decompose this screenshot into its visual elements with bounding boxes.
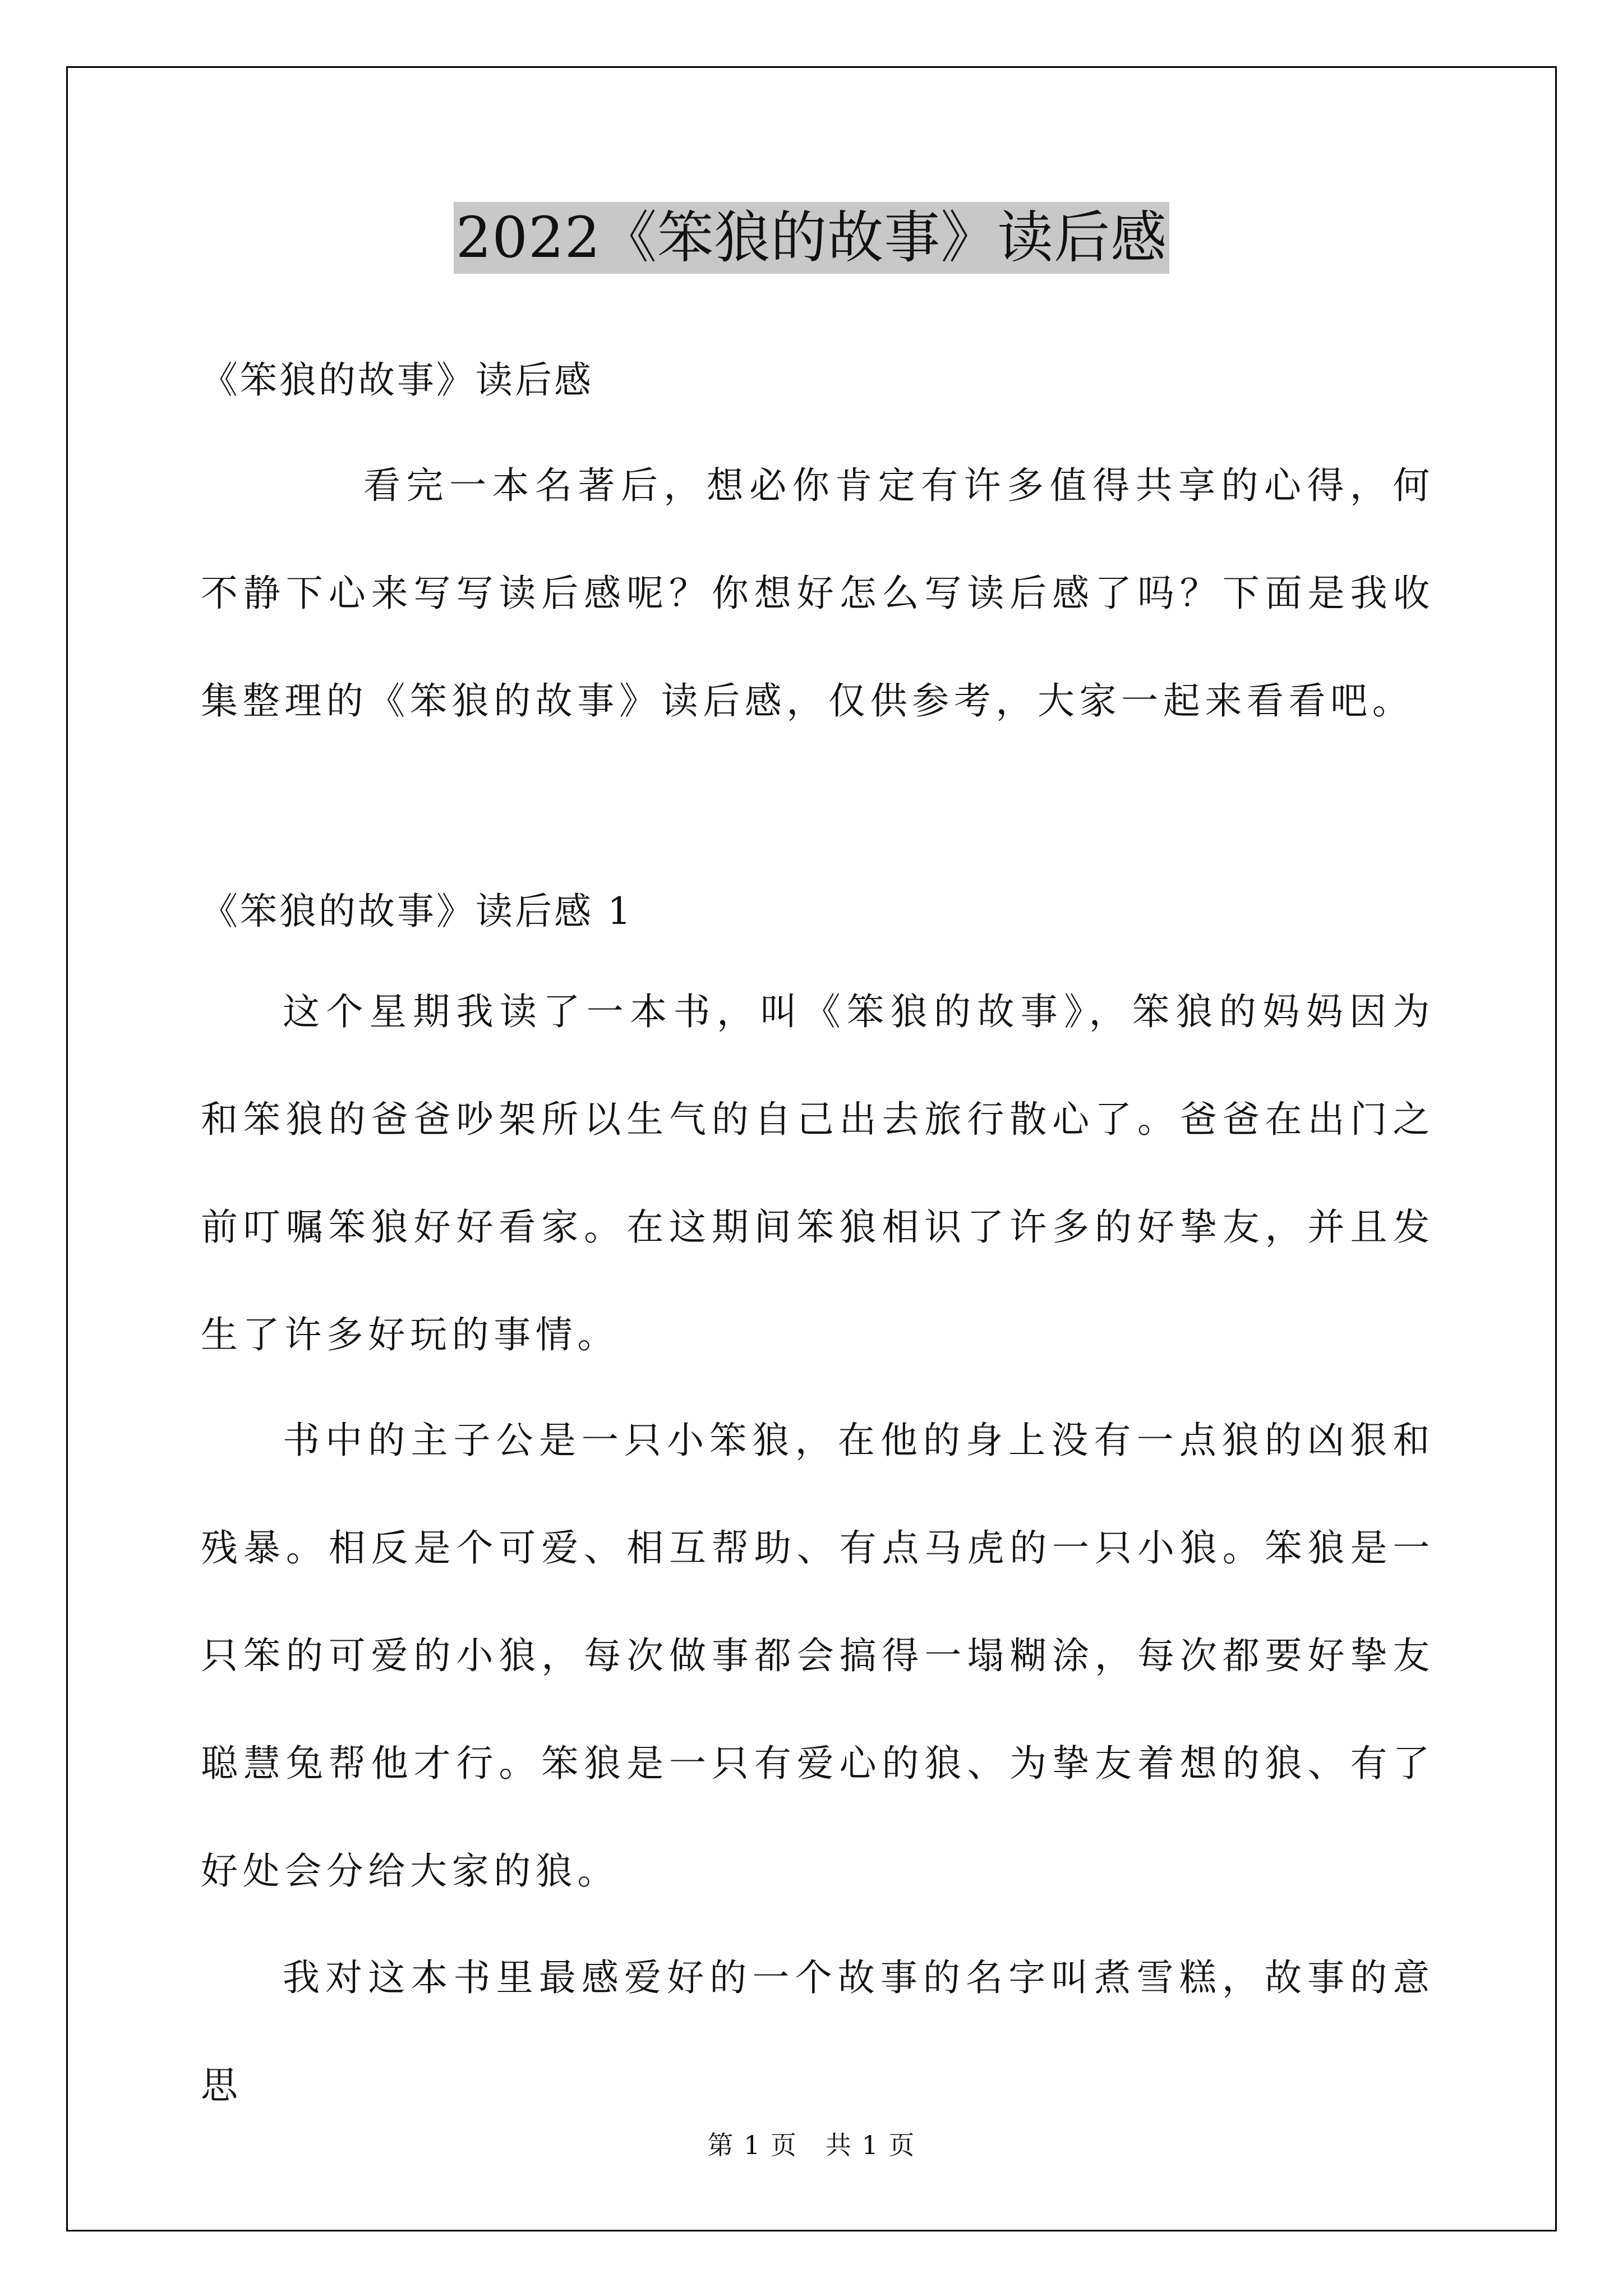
page-footer: 第 1 页 共 1 页 [707, 2130, 916, 2160]
body-paragraph-1: 这个星期我读了一本书，叫《笨狼的故事》，笨狼的妈妈因为和笨狼的爸爸吵架所以生气的自己出去旅行散心了。爸爸在出门之前叮嘱笨狼好好看家。在这期间笨狼相识了许多的好挚友，并且发生了许多好玩的事情。 [201, 990, 1435, 1356]
body-paragraph-3: 我对这本书里最感爱好的一个故事的名字叫煮雪糕，故事的意思 [201, 1956, 1435, 2107]
document-title: 2022《笨狼的故事》读后感 [454, 202, 1170, 274]
document-subtitle: 《笨狼的故事》读后感 [201, 358, 593, 402]
title-container [0, 202, 1623, 274]
body-paragraph-2: 书中的主子公是一只小笨狼，在他的身上没有一点狼的凶狠和残暴。相反是个可爱、相互帮助、有点马虎的一只小狼。笨狼是一只笨的可爱的小狼，每次做事都会搞得一塌糊涂，每次都要好挚友聪慧兔帮他才行。笨狼是一只有爱心的狼、为挚友着想的狼、有了好处会分给大家的狼。 [201, 1419, 1435, 1893]
intro-paragraph: 看完一本名著后，想必你肯定有许多值得共享的心得，何不静下心来写写读后感呢？你想好怎么写读后感了吗？下面是我收集整理的《笨狼的故事》读后感，仅供参考，大家一起来看看吧。 [201, 464, 1435, 723]
section-heading: 《笨狼的故事》读后感 1 [201, 890, 633, 933]
